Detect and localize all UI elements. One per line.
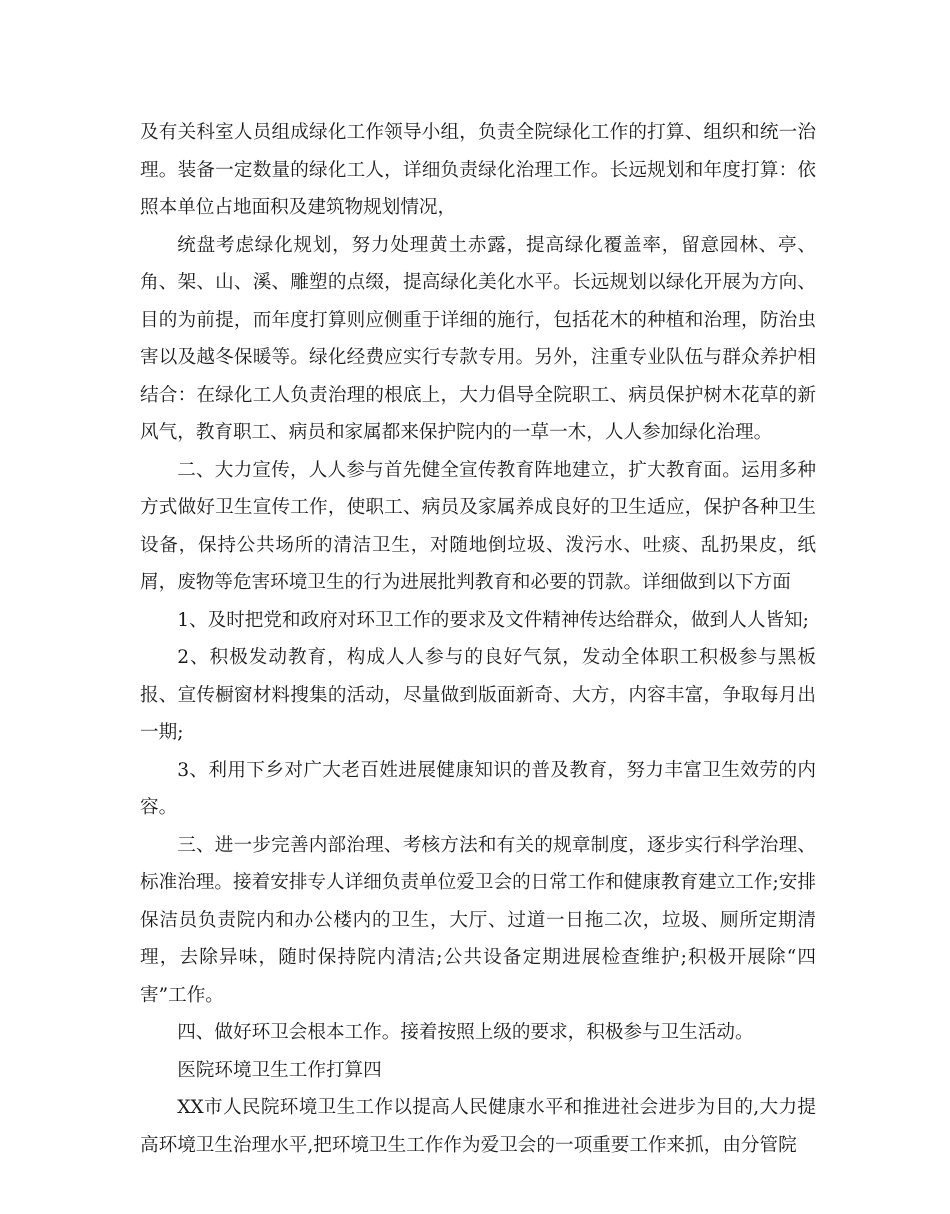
section-heading: 医院环境卫生工作打算四 [177, 1059, 382, 1081]
paragraph-6: 3、利用下乡对广大老百姓进展健康知识的普及教育，努力丰富卫生效劳的内容。 [140, 759, 816, 818]
paragraph-2: 统盘考虑绿化规划，努力处理黄土赤露，提高绿化覆盖率，留意园林、亭、角、架、山、溪、雕塑的点缀，提高绿化美化水平。长远规划以绿化开展为方向、目的为前提，而年度打算则应侧重于详细的施行，包括花木的种植和治理，防治虫害以及越冬保暖等。绿化经费应实行专款专用。另外，注重专业队伍与群众养护相结合：在绿化工人负责治理的根底上，大力倡导全院职工、病员保护树木花草的新风气，教育职工、病员和家属都来保护院内的一草一木，人人参加绿化治理。 [140, 234, 816, 443]
paragraph-5: 2、积极发动教育，构成人人参与的良好气氛，发动全体职工积极参与黑板报、宣传橱窗材料搜集的活动，尽量做到版面新奇、大方，内容丰富，争取每月出一期; [140, 647, 816, 743]
paragraph-4: 1、及时把党和政府对环卫工作的要求及文件精神传达给群众，做到人人皆知; [177, 609, 809, 631]
paragraph-7: 三、进一步完善内部治理、考核方法和有关的规章制度，逐步实行科学治理、标准治理。接着安排专人详细负责单位爱卫会的日常工作和健康教育建立工作;安排保洁员负责院内和办公楼内的卫生，大厅、过道一日拖二次，垃圾、厕所定期清理，去除异味，随时保持院内清洁;公共设备定期进展检查维护;积极开展除“四害”工作。 [140, 834, 816, 1006]
paragraph-1: 及有关科室人员组成绿化工作领导小组，负责全院绿化工作的打算、组织和统一治理。装备一定数量的绿化工人，详细负责绿化治理工作。长远规划和年度打算：依照本单位占地面积及建筑物规划情况， [140, 122, 816, 218]
paragraph-9: XX市人民院环境卫生工作以提高人民健康水平和推进社会进步为目的,大力提高环境卫生治理水平,把环境卫生工作作为爱卫会的一项重要工作来抓，由分管院 [140, 1097, 816, 1156]
paragraph-8: 四、做好环卫会根本工作。接着按照上级的要求，积极参与卫生活动。 [177, 1022, 754, 1043]
document-body [140, 114, 816, 1164]
paragraph-3: 二、大力宣传，人人参与首先健全宣传教育阵地建立，扩大教育面。运用多种方式做好卫生宣传工作，使职工、病员及家属养成良好的卫生适应，保护各种卫生设备，保持公共场所的清洁卫生，对随地倒垃圾、泼污水、吐痰、乱扔果皮，纸屑，废物等危害环境卫生的行为进展批判教育和必要的罚款。详细做到以下方面 [140, 459, 816, 593]
